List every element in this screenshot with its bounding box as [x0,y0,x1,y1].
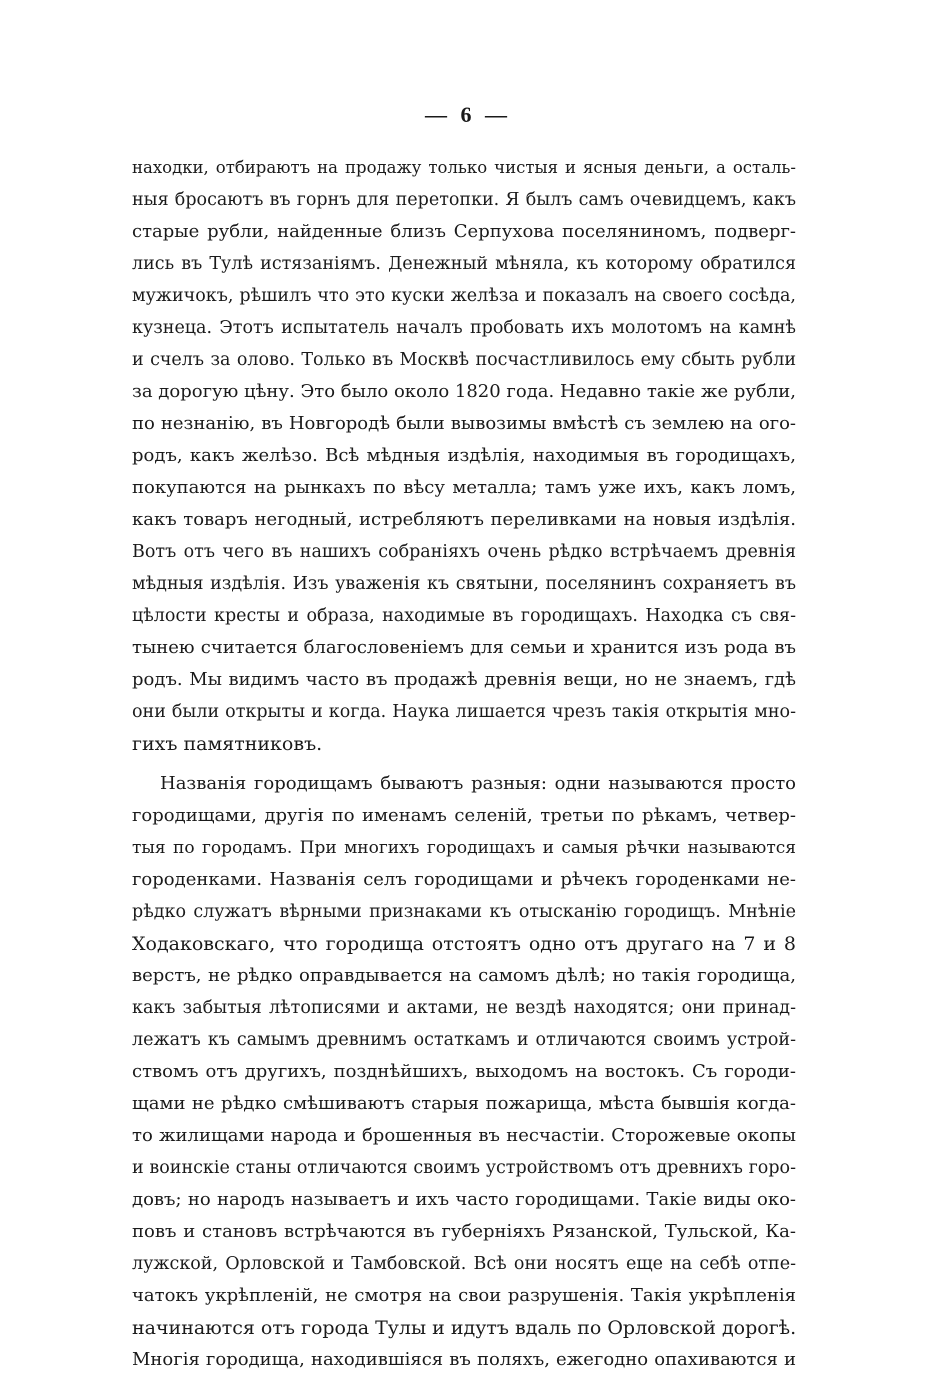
text-line: городенками. Названія селъ городищами и рѣчекъ городенками не- [132,869,796,890]
text-line: и счелъ за олово. Только въ Москвѣ посчастливилось ему сбыть рубли [132,350,796,370]
body-text [132,152,796,1376]
text-line: верстъ, не рѣдко оправдывается на самомъ дѣлѣ; но такія городища, [132,965,796,986]
text-line: по незнанію, въ Новгородѣ были вывозимы вмѣстѣ съ землею на огo- [132,413,796,434]
text-line: то жилищами народа и брошенныя въ несчастіи. Сторожевые окопы [132,1125,796,1146]
text-line: лежатъ къ самымъ древнимъ остаткамъ и отличаются своимъ устрой- [132,1030,796,1050]
text-line: рѣдко служатъ вѣрными признаками къ отысканію городищъ. Мнѣніе [132,902,796,922]
text-line: находки, отбираютъ на продажу только чистыя и ясныя деньги, а осталь- [132,158,796,177]
text-line: покупаются на рынкахъ по вѣсу металла; тамъ уже ихъ, какъ ломъ, [132,477,796,498]
text-line: родъ. Мы видимъ часто въ продажѣ древнія вещи, но не знаемъ, гдѣ [132,669,796,690]
text-line: Вотъ отъ чего въ нашихъ собраніяхъ очень рѣдко встрѣчаемъ древнія [132,542,796,562]
text-line: начинаются отъ города Тулы и идутъ вдаль по Орловской дорогѣ. [132,1317,797,1339]
text-line: Названія городищамъ бываютъ разныя: одни называются просто [160,773,796,794]
text-line: ныя бросаютъ въ горнъ для перетопки. Я былъ самъ очевидцемъ, какъ [132,190,796,210]
text-line: какъ товаръ негодный, истребляютъ переливками на новыя издѣлія. [132,509,796,530]
text-line: Многія городища, находившіяся въ поляхъ, ежегодно опахиваются и [132,1349,796,1370]
text-line: лужской, Орловской и Тамбовской. Всѣ они носятъ еще на себѣ отпе- [132,1254,796,1274]
text-line: чатокъ укрѣпленій, не смотря на свои разрушенія. Такія укрѣпленія [132,1285,796,1306]
text-line: городищами, другія по именамъ селеній, третьи по рѣкамъ, четвер- [132,805,796,826]
text-line: мѣдныя издѣлія. Изъ уваженія къ святыни, поселянинъ сохраняетъ въ [132,574,796,594]
text-line: Ходаковскаго, что городища отстоятъ одно отъ другаго на 7 и 8 [132,933,796,955]
text-line: они были открыты и когда. Наука лишается чрезъ такія открытія мно- [132,702,796,722]
text-line: гихъ памятниковъ. [132,733,323,755]
page-number: — 6 — [425,102,511,127]
text-line: довъ; но народъ называетъ и ихъ часто городищами. Такіе виды око- [132,1189,796,1210]
text-line: тыя по городамъ. При многихъ городищахъ и самыя рѣчки называются [132,838,796,858]
text-line: кузнеца. Этотъ испытатель началъ пробовать ихъ молотомъ на камнѣ [132,318,796,338]
text-line: тынею считается благословеніемъ для семьи и хранится изъ рода въ [132,637,796,658]
text-line: повъ и становъ встрѣчаются въ губерніяхъ Рязанской, Тульской, Ка- [132,1221,796,1242]
text-line: и воинскіе станы отличаются своимъ устройствомъ отъ древнихъ горо- [132,1158,796,1178]
text-line: за дорогую цѣну. Это было около 1820 года. Недавно такіе же рубли, [132,381,796,402]
paragraph [132,768,796,1376]
text-line: щами не рѣдко смѣшиваютъ старыя пожарища, мѣста бывшія когда- [132,1093,796,1114]
text-line: лись въ Тулѣ истязаніямъ. Денежный мѣняла, къ которому обратился [132,254,796,274]
text-line: родъ, какъ желѣзо. Всѣ мѣдныя издѣлія, находимыя въ городищахъ, [132,445,796,466]
text-line: ствомъ отъ другихъ, позднѣйшихъ, выходомъ на востокъ. Съ городи- [132,1061,796,1082]
text-line: мужичокъ, рѣшилъ что это куски желѣза и показалъ на своего сосѣда, [132,286,796,306]
paragraph [132,152,796,760]
text-line: цѣлости кресты и образа, находимые въ городищахъ. Находка съ свя- [132,606,796,626]
text-line: какъ забытыя лѣтописями и актами, не вездѣ находятся; они принад- [132,998,796,1018]
text-line: старые рубли, найденные близъ Серпухова поселяниномъ, подверг- [132,221,796,242]
